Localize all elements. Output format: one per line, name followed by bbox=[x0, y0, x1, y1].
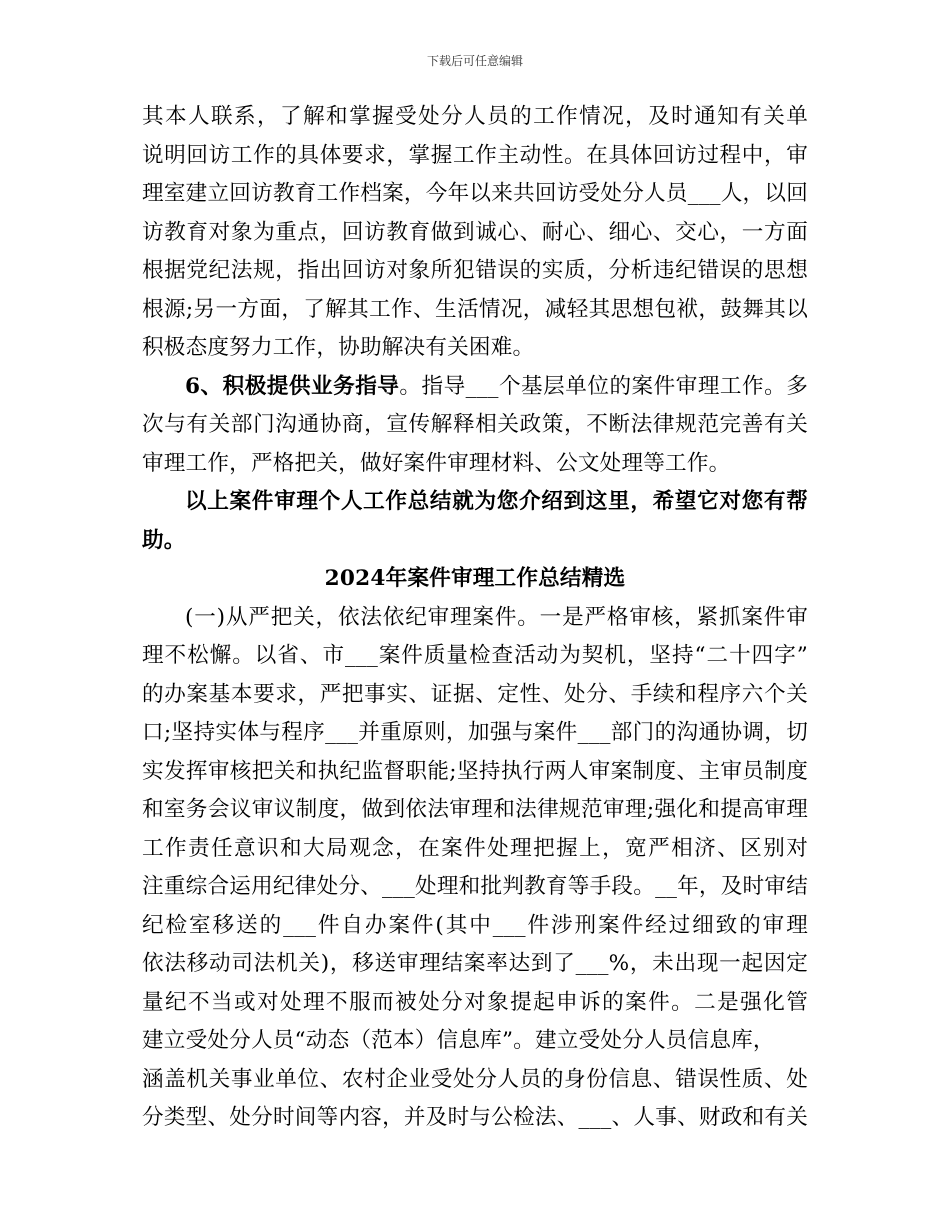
paragraph-line: 的办案基本要求，严把事实、证据、定性、处分、手续和程序六个关 bbox=[142, 681, 808, 707]
section-heading-line bbox=[142, 368, 808, 407]
paragraph-line: 次与有关部门沟通协商，宣传解释相关政策，不断法律规范完善有关 bbox=[142, 412, 808, 437]
paragraph-line: 访教育对象为重点，回访教育做到诚心、耐心、细心、交心，一方面 bbox=[142, 219, 808, 245]
section-heading: 6、积极提供业务指导 bbox=[185, 373, 400, 399]
paragraph-line: 理室建立回访教育工作档案，今年以来共回访受处分人员___人，以回 bbox=[142, 181, 808, 206]
article-title: 2024年案件审理工作总结精选 bbox=[324, 566, 626, 591]
closing-line: 助。 bbox=[142, 527, 186, 553]
paragraph-line: 建立受处分人员“动态（范本）信息库”。建立受处分人员信息库， bbox=[142, 1028, 775, 1053]
paragraph-line: 和室务会议审议制度，做到依法审理和法律规范审理;强化和提高审理 bbox=[142, 797, 808, 822]
paragraph-line: 其本人联系，了解和掌握受处分人员的工作情况，及时通知有关单 bbox=[142, 104, 808, 129]
paragraph-line: 积极态度努力工作，协助解决有关困难。 bbox=[142, 335, 535, 360]
section-heading-rest: 。指导___个基层单位的案件审理工作。多 bbox=[399, 373, 808, 399]
document-body bbox=[142, 98, 808, 1138]
paragraph-line: 理不松懈。以省、市___案件质量检查活动为契机，坚持“二十四字” bbox=[142, 643, 808, 668]
paragraph-line: 分类型、处分时间等内容，并及时与公检法、___、人事、财政和有关 bbox=[142, 1105, 808, 1130]
paragraph-line: 审理工作，严格把关，做好案件审理材料、公文处理等工作。 bbox=[142, 450, 731, 476]
paragraph-line: 根据党纪法规，指出回访对象所犯错误的实质，分析违纪错误的思想 bbox=[142, 258, 808, 283]
paragraph-line: 注重综合运用纪律处分、___处理和批判教育等手段。__年，及时审结 bbox=[142, 874, 808, 899]
paragraph-line: 依法移动司法机关)，移送审理结案率达到了___%，未出现一起因定 bbox=[142, 951, 808, 976]
paragraph-line: 工作责任意识和大局观念，在案件处理把握上，宽严相济、区别对 bbox=[142, 835, 808, 861]
paragraph-line: 纪检室移送的___件自办案件(其中___件涉刑案件经过细致的审理 bbox=[142, 912, 808, 938]
page-header: 下载后可任意编辑 bbox=[426, 54, 523, 68]
paragraph-line: 量纪不当或对处理不服而被处分对象提起申诉的案件。二是强化管 bbox=[142, 989, 808, 1015]
paragraph-line: (一)从严把关，依法依纪审理案件。一是严格审核，紧抓案件审 bbox=[185, 604, 808, 630]
paragraph-line: 涵盖机关事业单位、农村企业受处分人员的身份信息、错误性质、处 bbox=[142, 1066, 808, 1092]
paragraph-line: 说明回访工作的具体要求，掌握工作主动性。在具体回访过程中，审 bbox=[142, 142, 808, 168]
closing-line: 以上案件审理个人工作总结就为您介绍到这里，希望它对您有帮 bbox=[185, 489, 808, 514]
paragraph-line: 实发挥审核把关和执纪监督职能;坚持执行两人审案制度、主审员制度 bbox=[142, 758, 808, 784]
paragraph-line: 口;坚持实体与程序___并重原则，加强与案件___部门的沟通协调，切 bbox=[142, 720, 808, 745]
paragraph-line: 根源;另一方面，了解其工作、生活情况，减轻其思想包袱，鼓舞其以 bbox=[142, 296, 808, 322]
